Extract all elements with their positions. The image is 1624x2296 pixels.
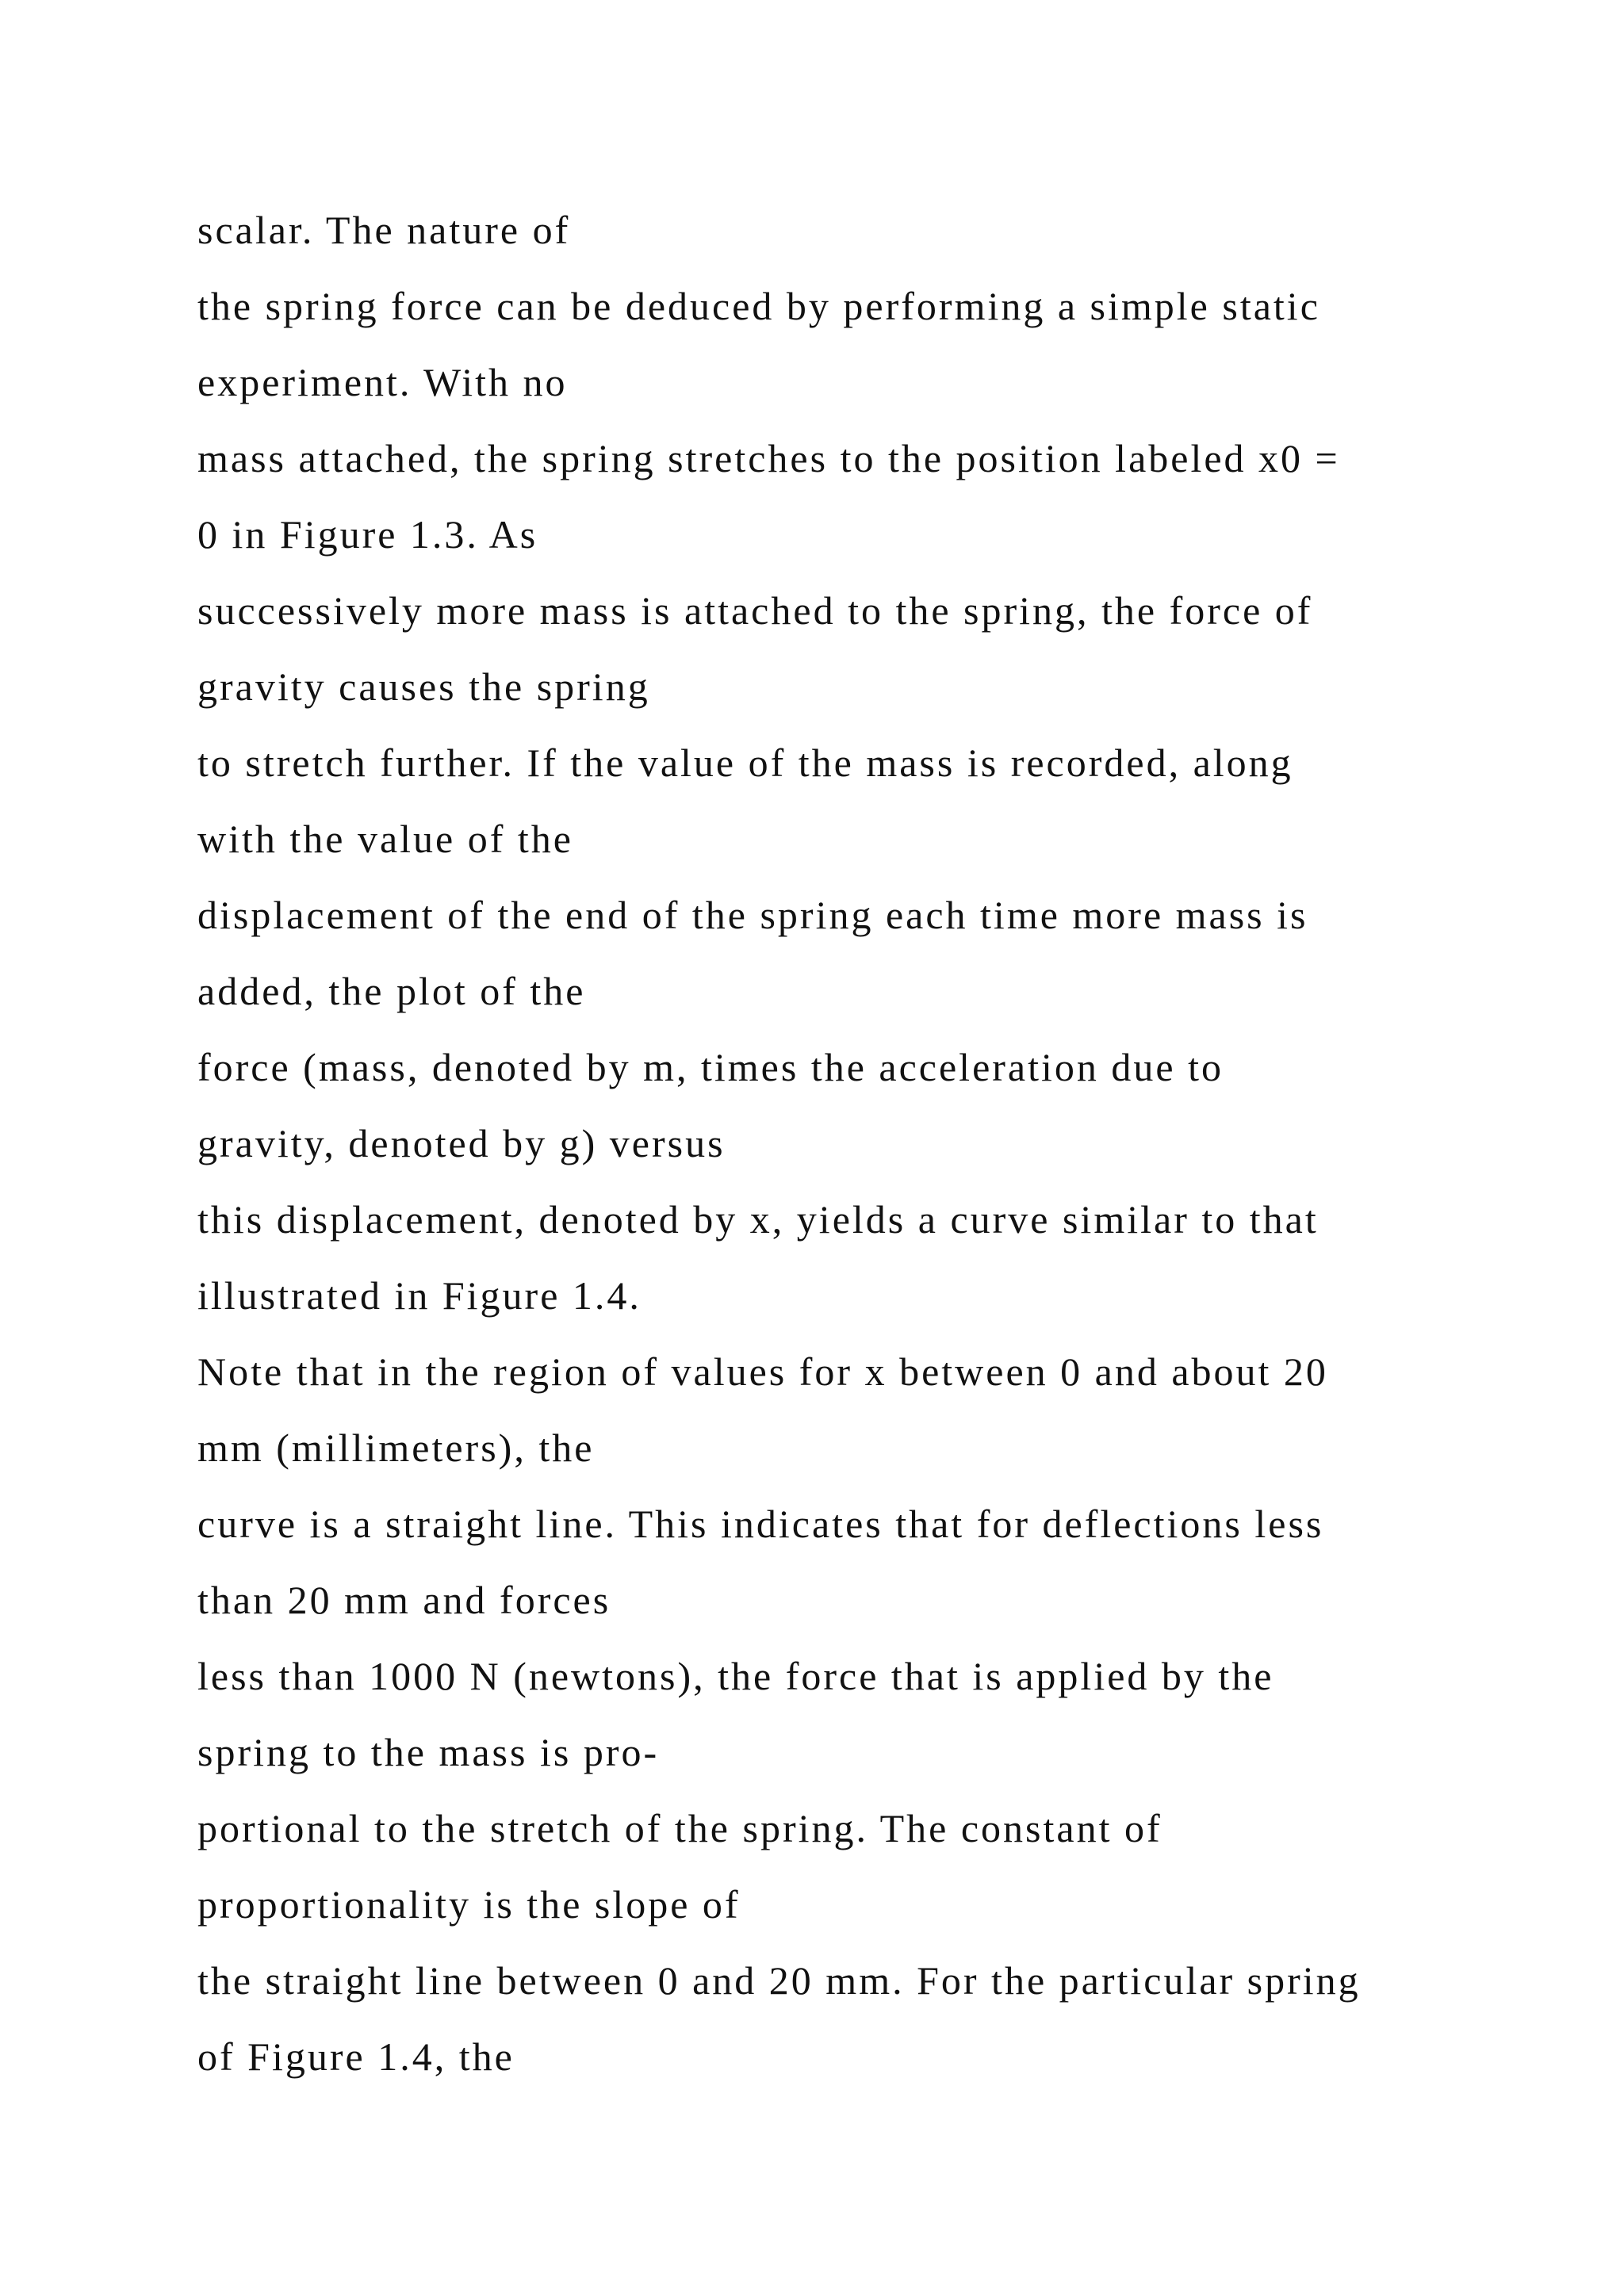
text-line: mass attached, the spring stretches to the position labeled x0 = [197, 436, 1340, 480]
text-line: portional to the stretch of the spring. The constant of [197, 1806, 1162, 1850]
text-line: illustrated in Figure 1.4. [197, 1273, 642, 1318]
text-line: scalar. The nature of [197, 208, 571, 252]
text-line: this displacement, denoted by x, yields a curve similar to that [197, 1197, 1319, 1242]
text-line: Note that in the region of values for x between 0 and about 20 [197, 1349, 1328, 1394]
text-line: the spring force can be deduced by performing a simple static [197, 284, 1320, 328]
text-line: than 20 mm and forces [197, 1578, 611, 1622]
text-line: curve is a straight line. This indicates that for deflections less [197, 1502, 1324, 1546]
text-line: of Figure 1.4, the [197, 2034, 515, 2079]
body-text [197, 192, 1545, 2095]
text-line: gravity, denoted by g) versus [197, 1121, 726, 1165]
text-line: force (mass, denoted by m, times the acceleration due to [197, 1045, 1224, 1089]
text-line: 0 in Figure 1.3. As [197, 512, 538, 557]
text-line: experiment. With no [197, 360, 568, 404]
text-line: displacement of the end of the spring each time more mass is [197, 893, 1308, 937]
text-line: gravity causes the spring [197, 664, 650, 709]
text-line: added, the plot of the [197, 969, 586, 1013]
text-line: less than 1000 N (newtons), the force that is applied by the [197, 1654, 1274, 1698]
text-line: mm (millimeters), the [197, 1425, 595, 1470]
text-line: proportionality is the slope of [197, 1882, 741, 1927]
text-line: spring to the mass is pro- [197, 1730, 660, 1774]
text-line: with the value of the [197, 817, 573, 861]
text-line: successively more mass is attached to the spring, the force of [197, 588, 1313, 633]
text-line: the straight line between 0 and 20 mm. For the particular spring [197, 1958, 1361, 2003]
text-line: to stretch further. If the value of the mass is recorded, along [197, 740, 1293, 785]
